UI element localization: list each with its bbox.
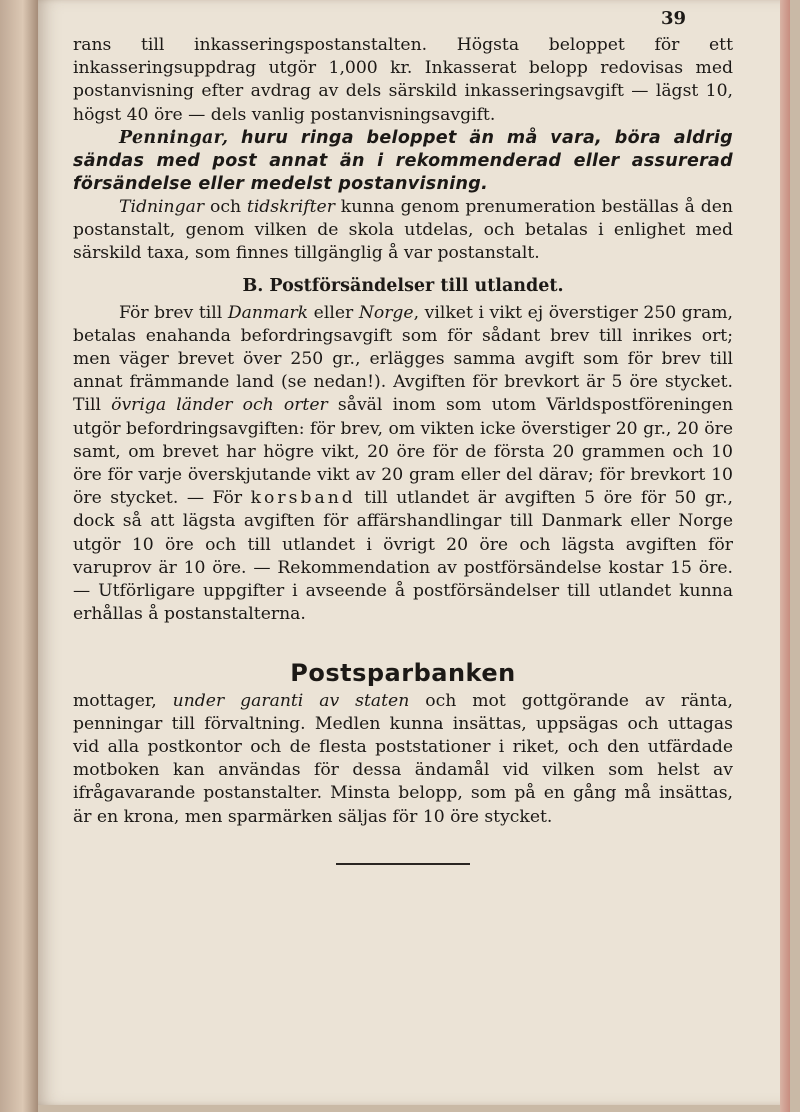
section-heading-utlandet: B. Postförsändelser till utlandet. [242, 276, 564, 297]
page-content [73, 34, 733, 865]
utlandet-text-b: eller [308, 302, 359, 323]
paragraph-tidningar [73, 196, 733, 266]
utlandet-text-c: , vilket i vikt ej överstiger 250 gram, betalas enahanda befordringsavgift som för sådant brev till inrikes ort; men väger brevet över 250 gr., erlägges samma avgift som för brev till annat främmande land (se nedan!). Avgiften för brevkort är 5 öre stycket. Till [73, 302, 733, 416]
tidningar-lead: Tidningar [119, 196, 205, 217]
section-heading-postsparbanken: Postsparbanken [290, 659, 516, 688]
paragraph-postsparbanken [73, 690, 733, 829]
norge-term: Norge [358, 302, 414, 323]
postsparbanken-text-a: mottager, [73, 690, 173, 711]
utlandet-text-a: För brev till [119, 302, 228, 323]
postsparbanken-text-b: och mot gottgörande av ränta, penningar till förvaltning. Medlen kunna insättas, uppsägas och uttagas vid alla postkontor och de flesta poststationer i riket, och den utfärdade motboken kan användas för dessa ändamål vid vilken som helst av ifrågavarande postanstalter. Minsta belopp, som på en gång må insättas, är en krona, men sparmärken säljas för 10 öre stycket. [73, 690, 733, 827]
penningar-lead: Penningar, [119, 127, 229, 148]
ovriga-term: övriga länder och orter [111, 395, 328, 416]
page-number: 39 [660, 8, 686, 29]
garanti-term: under garanti av staten [172, 690, 410, 711]
closing-rule [336, 863, 470, 865]
paragraph-penningar [73, 127, 733, 196]
danmark-term: Danmark [227, 302, 309, 323]
utlandet-text-d: såväl inom som utom Världspostföreningen utgör befordringsavgiften: för brev, om vikten icke överstiger 20 gr., 20 öre samt, om brevet har högre vikt, 20 öre för de första 20 grammen och 10 öre för varje överskjutande vikt av 20 gram eller del därav; för brevkort 10 öre stycket. — För [73, 395, 734, 509]
tidningar-and: och [204, 196, 247, 217]
paragraph-inkassering: rans till inkasseringspostanstalten. Högsta beloppet för ett inkasseringsuppdrag utgör 1,000 kr. Inkasserat belopp redovisas med postanvisning efter avdrag av dels särskild inkasseringsavgift — lägst 10, högst 40 öre — dels vanlig postanvisningsavgift. [73, 35, 733, 125]
tidningar-text: kunna genom prenumeration beställas å den postanstalt, genom vilken de skola utdelas, och betalas i enlighet med särskild taxa, som finnes tillgänglig å var postanstalt. [73, 196, 733, 264]
facing-page-edge [0, 0, 38, 1112]
penningar-text: huru ringa beloppet än må vara, böra aldrig sändas med post annat än i rekommenderad eller assurerad försändelse eller medelst postanvisning. [73, 127, 733, 194]
paragraph-utlandet [73, 302, 733, 627]
tidskrifter-lead: tidskrifter [246, 196, 335, 217]
book-page [38, 0, 790, 1105]
korsband-term: korsband [250, 488, 356, 509]
page-edge-right [780, 0, 790, 1112]
utlandet-text-e: till utlandet är avgiften 5 öre för 50 gr., dock så att lägsta avgiften för affärshandlingar till Danmark eller Norge utgör 10 öre och till utlandet i övrigt 20 öre och lägsta avgiften för varuprov är 10 öre. — Rekommendation av postförsändelse kostar 15 öre. — Utförligare uppgifter i avseende å postförsändelser till utlandet kunna erhållas å postanstalterna. [73, 488, 733, 625]
